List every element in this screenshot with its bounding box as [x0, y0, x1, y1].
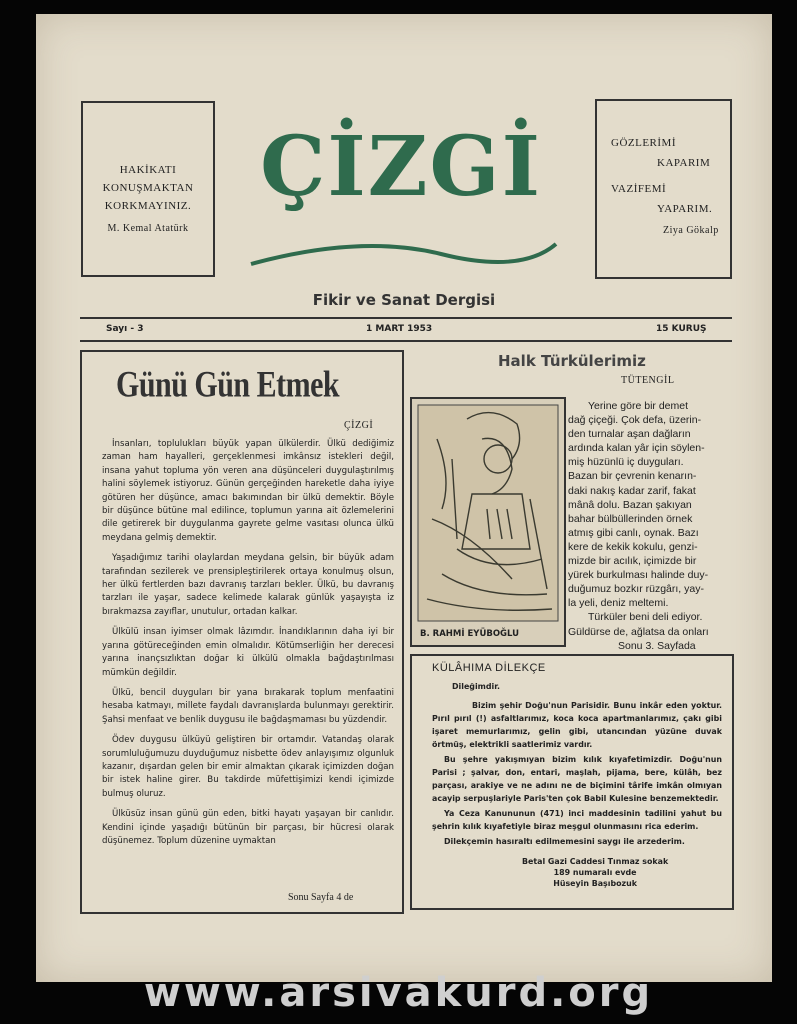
right-quote-line: KAPARIM [657, 157, 711, 169]
masthead-left-quote-box [81, 101, 215, 277]
masthead-right-quote-box [595, 99, 732, 279]
issue-date: 1 MART 1953 [366, 324, 433, 334]
petition-signature-line: 189 numaralı evde [553, 868, 637, 877]
right-quote-author: Ziya Gökalp [663, 225, 719, 236]
folk-line: daki nakış kadar zarif, fakat [568, 484, 696, 497]
issue-price: 15 KURUŞ [656, 324, 707, 334]
right-quote-line: YAPARIM. [657, 203, 713, 215]
woodcut-illustration [410, 397, 566, 647]
illustration-caption: B. RAHMİ EYÜBOĞLU [420, 629, 520, 639]
left-quote-line: KORKMAYINIZ. [104, 200, 192, 212]
left-quote-line: KONUŞMAKTAN [102, 182, 194, 194]
right-quote-line: GÖZLERİMİ [611, 137, 676, 149]
woodcut-figure [412, 399, 564, 627]
masthead-logo [221, 119, 581, 289]
right-quote-line: VAZİFEMİ [611, 183, 667, 195]
folk-continued: Sonu 3. Sayfada [618, 639, 696, 652]
editorial-paragraph: Ülküsüz insan günü gün eden, bitki hayatı yaşayan bir canlıdır. Kendini içinde yaşadığı bütünün bir parçası, bir hücresi olarak düşünemez. Toplum düzenine uymaktan [102, 809, 394, 846]
editorial-paragraph: İnsanları, toplulukları büyük yapan ülkülerdir. Ülkü dediğimiz zaman ham hayalleri, gerçeklenmesi imkânsız istekleri değil, insana yahut topluma yön veren ana düşünceleri duygulaştırılmış halini söylemek istiyoruz. Günün gerçeğinden hareketle daha iyiye götüren her düşünce, amacı bakımından bir ülkü demektir. Böyle bir düşünce bütüne mal edilince, toplumun yarına ait özlemelerini dile getirerek bir duygulanma gayrete gelme vasıtası olunca ülkü meydana gelmiş demektir. [102, 439, 394, 543]
folk-line: miş hüzünlü iç duyguları. [568, 456, 684, 469]
folk-line: Bazan bir çevrenin kenarın- [568, 470, 697, 483]
petition-box [410, 654, 734, 910]
editorial-paragraph: Ödev duygusu ülküyü geliştiren bir ortamdır. Vatandaş olarak sorumluluğumuzu duyduğumuz nisbette ödev anlayışımız olgunluk kazanır, dışardan gelen bir emir almaktan çıkarak içimizden doğan bir istek haline girer. Bu takdirde müfettişimizi kendi içimizde bulmuş oluruz. [102, 735, 394, 799]
newspaper-page [36, 14, 772, 982]
folk-line: ardında kalan yâr için söylen- [568, 442, 705, 455]
editorial-box [80, 350, 404, 914]
bottom-rule [80, 340, 732, 342]
petition-paragraph: Ya Ceza Kanununun (471) inci maddesinin tadilini yahut bu şehrin kılık kıyafetiyle biraz meşgul olunmasını rica ederim. [432, 809, 722, 831]
logo-title: ÇİZGİ [260, 119, 542, 215]
folk-body [568, 399, 758, 653]
editorial-paragraph: Ülkülü insan iyimser olmak lâzımdır. İnandıklarının daha iyi bir yarına götüreceğinden emin olmalıdır. Kötümserliğin her derecesi yarına inançsızlıktan doğar ki ülkülü olmakla bağdaştırılması mümkün değildir. [102, 627, 394, 678]
editorial-continued: Sonu Sayfa 4 de [288, 892, 354, 903]
petition-salutation: Dileğimdir. [452, 682, 501, 691]
folk-line: atmış gibi canlı, oynak. Bazı [568, 526, 699, 539]
folk-title: Halk Türkülerimiz [498, 352, 646, 370]
folk-line: Güldürse de, ağlatsa da onları [568, 625, 709, 638]
editorial-byline: ÇİZGİ [344, 420, 374, 431]
editorial-body [102, 438, 394, 852]
folk-line: mizde bir acılık, içimizde bir [568, 555, 697, 568]
left-quote-line: HAKİKATI [119, 164, 177, 176]
petition-paragraph: Dilekçemin hasıraltı edilmemesini saygı ile arzederim. [444, 837, 685, 846]
magazine-subtitle: Fikir ve Sanat Dergisi [312, 291, 496, 309]
left-quote [83, 161, 213, 238]
petition-signature-line: Hüseyin Başıbozuk [553, 879, 637, 888]
petition-paragraph: Bu şehre yakışmıyan bizim kılık kıyafetimizdir. Doğu'nun Parisi ; şalvar, don, entari, maşlah, pijama, bere, külâh, bez parçası, arakiye ve ne adını ne de biçimini târife imkân olmıyan acayip serpuşlariyle Paris'ten çok Babil Kulesine benzemektedir. [432, 755, 722, 803]
petition-paragraph: Bizim şehir Doğu'nun Parisidir. Bunu inkâr eden yoktur. Pırıl pırıl (!) asfaltlarımız, koca koca apartmanlarımız, çakı gibi işaret memurlarımız, gelin gibi, utancından yüzüne duvak örtmüş, elektrikli saatlerimiz vardır. [432, 701, 722, 749]
petition-title: KÜLÂHIMA DİLEKÇE [432, 662, 546, 674]
folk-line: yürek burkulması halinde duy- [568, 569, 709, 582]
folk-line: kere de kekik kokulu, genzi- [568, 540, 698, 553]
logo-underline-swash [251, 244, 556, 264]
folk-line: duğumuz bozkır rüzgârı, yay- [568, 583, 704, 596]
top-rule [80, 317, 732, 319]
editorial-paragraph: Ülkü, bencil duyguları bir yana bırakarak toplum menfaatini hesaba katmayı, millete faydalı davranışlarda bulunmayı gerektirir. Şahsi menfaat ve benlik duygusu ile bağdaşmaması bu yüzdendir. [102, 687, 394, 725]
folk-line: mânâ dolu. Bazan şakıyan [568, 498, 692, 511]
editorial-paragraph: Yaşadığımız tarihi olaylardan meydana gelsin, bir büyük adam tarafından sezilerek ve prensipleştirilerek ortaya konulmuş olsun, her ülkü fertlerden bazı davranış tarzları bekler. Ülkü, bu davranış tarzları ile yaşar, sadece kelimede kalarak günlük yaşayışta iz bırakmazsa zayıflar, unutulur, ortadan kalkar. [102, 553, 394, 617]
left-quote-author: M. Kemal Atatürk [107, 223, 189, 234]
folk-line: la yeli, deniz meltemi. [568, 597, 669, 610]
folk-line: bahar bülbüllerinden örnek [568, 512, 693, 525]
petition-body [432, 699, 722, 850]
folk-line: dağ çiçeği. Çok defa, üzerin- [568, 414, 702, 427]
petition-signature [522, 856, 668, 889]
folk-line: den turnalar aşan dağların [568, 428, 691, 441]
issue-number: Sayı - 3 [106, 324, 144, 334]
folk-line: Yerine göre bir demet [588, 400, 689, 412]
folk-line: Türküler beni deli ediyor. [588, 611, 703, 624]
petition-signature-line: Betal Gazi Caddesi Tınmaz sokak [522, 857, 669, 866]
site-watermark: www.arsivakurd.org [143, 970, 654, 1016]
editorial-title: Günü Gün Etmek [116, 364, 340, 406]
folk-byline: TÜTENGİL [621, 375, 675, 386]
logo-flourish [241, 234, 561, 274]
